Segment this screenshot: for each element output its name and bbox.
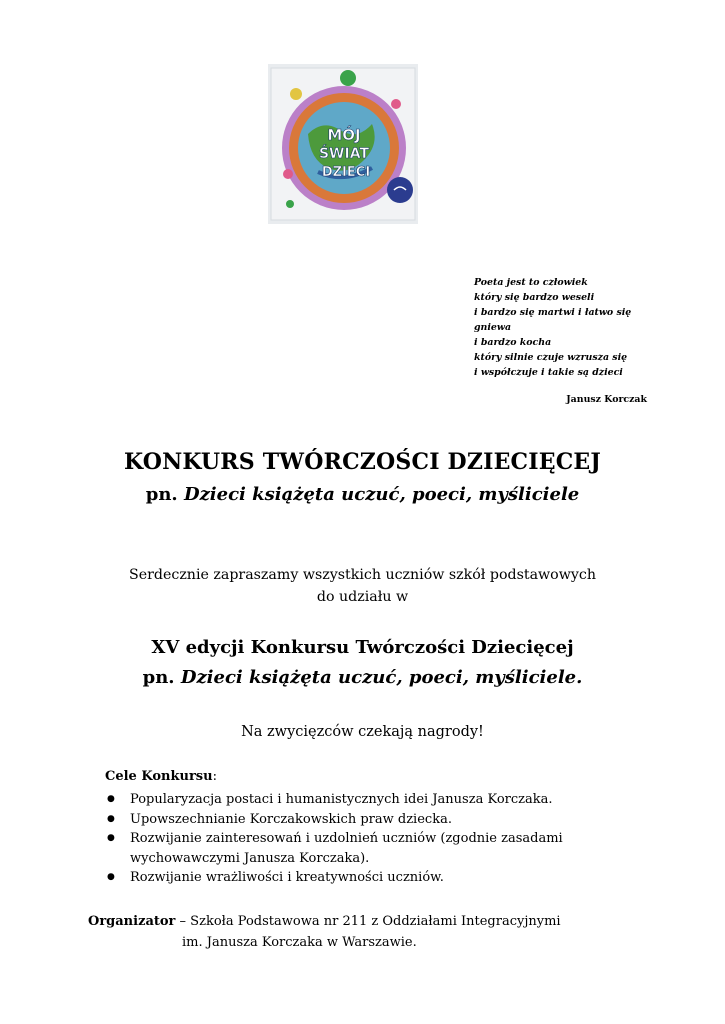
edition-contest-name: Dzieci książęta uczuć, poeci, myśliciele.	[180, 667, 583, 688]
quote-line: i współczuje i takie są dzieci	[474, 367, 623, 378]
svg-text:DZIECI: DZIECI	[321, 165, 371, 180]
invitation-line: do udziału w	[316, 589, 409, 605]
edition-heading: XV edycji Konkursu Twórczości Dziecięcej	[151, 637, 574, 658]
quote-line: który silnie czuje wzrusza się	[474, 352, 628, 363]
quote-line: Poeta jest to człowiek	[474, 277, 588, 288]
korczak-quote	[474, 275, 649, 380]
goals-heading	[105, 769, 217, 784]
goal-item: ● Rozwijanie wrażliwości i kreatywności uczniów.	[105, 868, 575, 888]
goal-item: ● Rozwijanie zainteresowań i uzdolnień uczniów (zgodnie zasadami wychowawczymi Janusza Korczaka).	[105, 829, 575, 868]
goal-item: ● Popularyzacja postaci i humanistycznych idei Janusza Korczaka.	[105, 790, 575, 810]
invitation-line: Serdecznie zapraszamy wszystkich uczniów szkół podstawowych	[129, 567, 596, 583]
globe-children-drawing-icon	[268, 64, 418, 224]
svg-text:MÓJ: MÓJ	[327, 126, 361, 144]
goals-list	[105, 790, 575, 888]
quote-line: który się bardzo weseli	[474, 292, 595, 303]
page-subtitle	[0, 484, 725, 505]
prizes-announcement: Na zwycięzców czekają nagrody!	[241, 724, 484, 740]
quote-line: gniewa	[474, 322, 512, 333]
organizer-label: Organizator	[88, 914, 176, 929]
organizer-info	[88, 911, 561, 953]
page-title: KONKURS TWÓRCZOŚCI DZIECIĘCEJ	[123, 449, 602, 475]
edition-prefix: pn.	[142, 667, 181, 688]
edition-subheading	[0, 667, 725, 688]
goals-heading-colon: :	[212, 769, 217, 784]
organizer-school: – Szkoła Podstawowa nr 211 z Oddziałami Integracyjnymi	[175, 914, 561, 929]
goals-heading-label: Cele Konkursu	[105, 769, 213, 784]
quote-line: i bardzo kocha	[474, 337, 552, 348]
quote-author: Janusz Korczak	[566, 394, 647, 405]
svg-text:ŚWIAT: ŚWIAT	[318, 146, 370, 162]
invitation-text	[0, 564, 725, 608]
contest-illustration	[268, 64, 418, 224]
quote-line: i bardzo się martwi i łatwo się	[474, 307, 632, 318]
subtitle-prefix: pn.	[145, 484, 184, 505]
organizer-school-patron: im. Janusza Korczaka w Warszawie.	[182, 935, 417, 950]
contest-name: Dzieci książęta uczuć, poeci, myśliciele	[183, 484, 580, 505]
goal-item: ● Upowszechnianie Korczakowskich praw dziecka.	[105, 810, 575, 830]
